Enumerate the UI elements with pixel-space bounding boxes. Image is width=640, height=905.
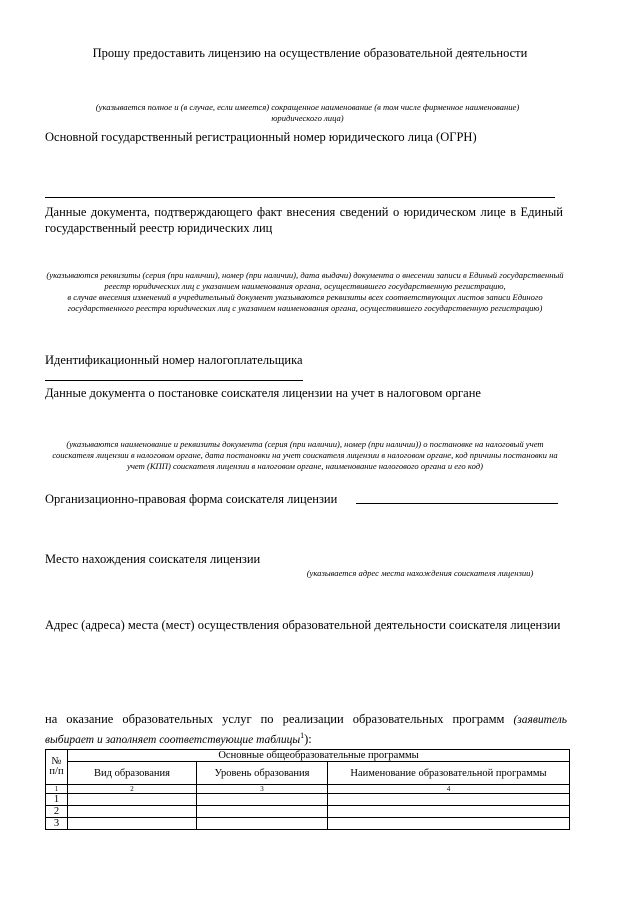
services-closing: ):: [304, 732, 312, 747]
group-header: Основные общеобразовательные программы: [68, 750, 570, 762]
col-number: 4: [328, 785, 570, 794]
row-number: 2: [46, 806, 68, 818]
col-header-level: Уровень образования: [197, 762, 328, 785]
legal-form-label: Организационно-правовая форма соискателя лицензии: [45, 492, 338, 506]
services-hint: (заявитель выбирает и заполняет соответствующие таблицы: [45, 714, 567, 747]
col-number: 1: [46, 785, 68, 794]
cell-type[interactable]: [68, 794, 197, 806]
cell-level[interactable]: [197, 806, 328, 818]
services-text: на оказание образовательных услуг по реализации образовательных программ: [45, 712, 505, 726]
name-hint: (указывается полное и (в случае, если имеется) сокращенное наименование (в том числе фирменное наименование) юридического лица): [95, 102, 520, 123]
row-number: 1: [46, 794, 68, 806]
col-header-type: Вид образования: [68, 762, 197, 785]
cell-type[interactable]: [68, 806, 197, 818]
table-row: [46, 806, 570, 818]
inn-label: Идентификационный номер налогоплательщика: [45, 353, 303, 367]
cell-type[interactable]: [68, 818, 197, 830]
cell-level[interactable]: [197, 818, 328, 830]
cell-program-name[interactable]: [328, 794, 570, 806]
request-heading: Прошу предоставить лицензию на осуществление образовательной деятельности: [92, 46, 528, 60]
programs-table: [45, 749, 570, 830]
egrul-label: Данные документа, подтверждающего факт внесения сведений о юридическом лице в Единый государственный реестр юридических лиц: [45, 205, 563, 235]
location-label: Место нахождения соискателя лицензии: [45, 552, 261, 566]
inn-input-line: [45, 380, 303, 381]
table-row: [46, 794, 570, 806]
col-no-header: № п/п: [46, 750, 68, 785]
col-number: 3: [197, 785, 328, 794]
tax-label: Данные документа о постановке соискателя лицензии на учет в налоговом органе: [45, 386, 481, 400]
services-paragraph: [45, 711, 567, 748]
col-header-program-name: Наименование образовательной программы: [328, 762, 570, 785]
footnote-mark: 1: [300, 731, 305, 740]
ogrn-input-line: [45, 197, 555, 198]
ogrn-label: Основной государственный регистрационный номер юридического лица (ОГРН): [45, 130, 477, 144]
tax-hint: (указываются наименование и реквизиты документа (серия (при наличии), номер (при наличии)) о постановке на налоговый учет соискателя лицензии в налоговом органе, дата постановки на учет соискателя лицензии в налоговом органе, код причины постановки на учет (КПП) соискателя лицензии в налоговом органе, наименование налогового органа и его код): [52, 439, 558, 471]
legal-form-input-line: [356, 503, 558, 504]
col-number: 2: [68, 785, 197, 794]
row-number: 3: [46, 818, 68, 830]
table-row: [46, 818, 570, 830]
egrul-hint-part2: в случае внесения изменений в учредительный документ указываются реквизиты всех соответствующих листов записи Единого государственного реестра юридических лиц с указанием наименования органа, осуществившего государственную регистрацию): [67, 292, 543, 313]
egrul-hint-part1: (указываются реквизиты (серия (при наличии), номер (при наличии), дата выдачи) документа о внесении записи в Единый государственный реестр юридических лиц с указанием наименования органа, осуществившего государственную регистрацию,: [46, 270, 564, 291]
location-hint: (указывается адрес места нахождения соискателя лицензии): [306, 568, 534, 578]
cell-program-name[interactable]: [328, 806, 570, 818]
cell-level[interactable]: [197, 794, 328, 806]
egrul-hint: [45, 270, 565, 314]
cell-program-name[interactable]: [328, 818, 570, 830]
activity-address-label: Адрес (адреса) места (мест) осуществления образовательной деятельности соискателя лицензии: [45, 618, 561, 632]
